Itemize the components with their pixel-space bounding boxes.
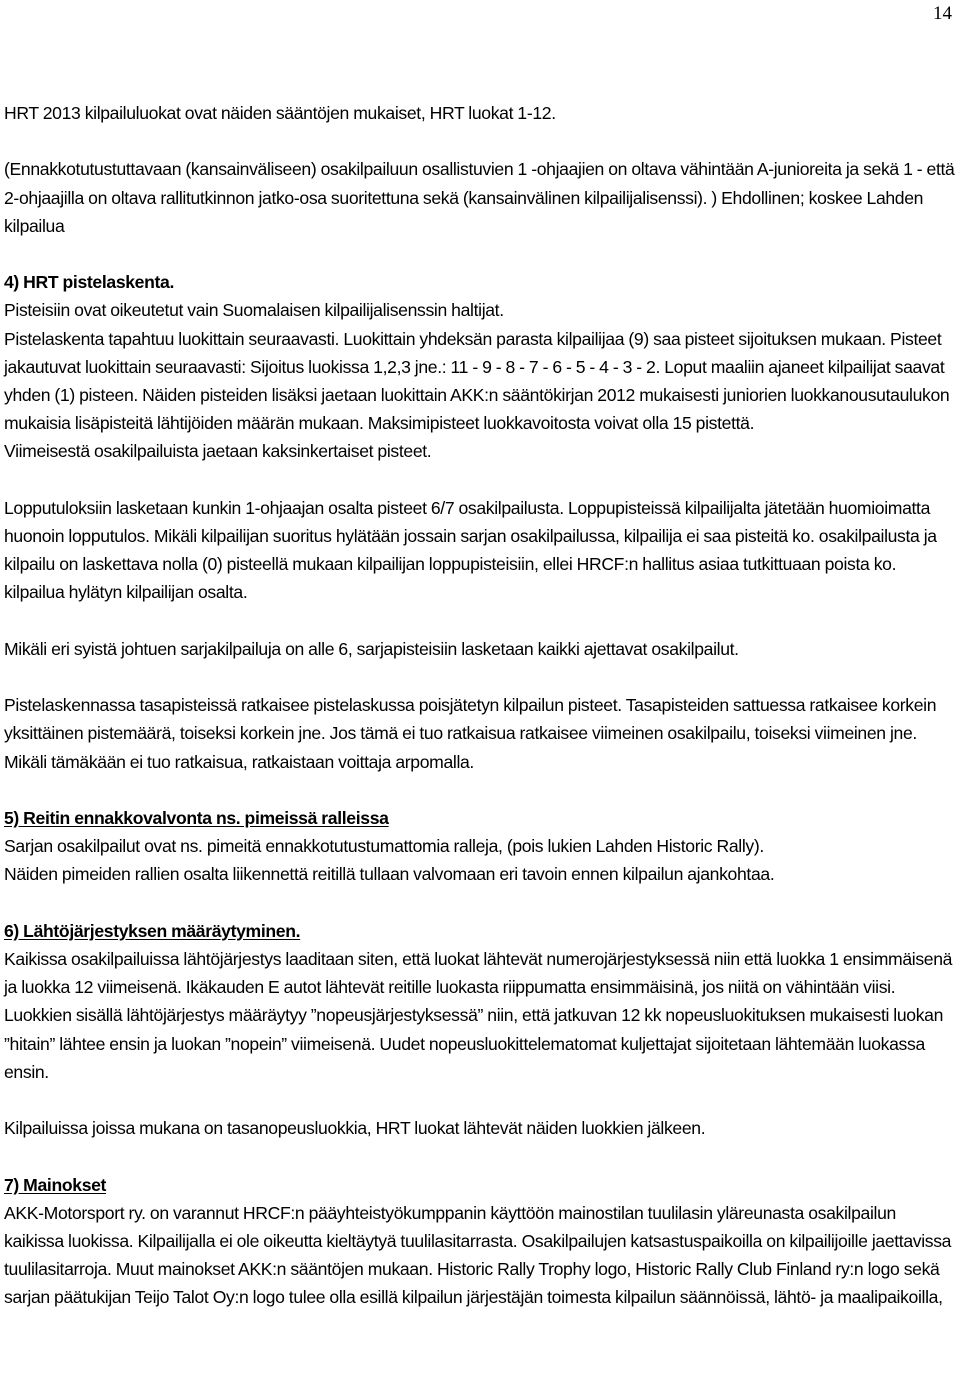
spacer (4, 127, 958, 155)
section-7-heading: 7) Mainokset (4, 1174, 107, 1195)
section-4-line: Pisteisiin ovat oikeutetut vain Suomalaisen kilpailijalisenssin haltijat. (4, 300, 504, 321)
section-4-heading: 4) HRT pistelaskenta. (4, 272, 174, 293)
spacer (4, 1142, 958, 1170)
section-6-body: Kaikissa osakilpailuissa lähtöjärjestys laaditaan siten, että luokat lähtevät numerojärjestyksessä niin että luokka 1 ensimmäisenä ja luokka 12 viimeisenä. Ikäkauden E autot lähtevät reitille luokasta riippumatta ensimmäisinä, jos niitä on vähintään viisi. Luokkien sisällä lähtöjärjestys määräytyy ”nopeusjärjestyksessä” niin, että jatkuvan 12 kk nopeusluokituksen mukaisesti luokan ”hitain” lähtee ensin ja luokan ”nopein” viimeisenä. Uudet nopeusluokittelematomat kuljettajat sijoitetaan lähtemään luokassa ensin. (4, 948, 953, 1082)
section-6-paragraph: Kilpailuissa joissa mukana on tasanopeusluokkia, HRT luokat lähtevät näiden luokkien jälkeen. (4, 1118, 706, 1139)
spacer (4, 1086, 958, 1114)
spacer (4, 240, 958, 268)
spacer (4, 607, 958, 635)
section-4-paragraph: Mikäli eri syistä johtuen sarjakilpailuja on alle 6, sarjapisteisiin lasketaan kaikki ajettavat osakilpailut. (4, 638, 739, 659)
section-6-heading: 6) Lähtöjärjestyksen määräytyminen. (4, 920, 301, 941)
section-4-line: Pistelaskenta tapahtuu luokittain seuraavasti. Luokittain yhdeksän parasta kilpailijaa (9) saa pisteet sijoituksen mukaan. Pisteet jakautuvat luokittain seuraavasti: Sijoitus luokissa 1,2,3 jne.: 11 - 9 - 8 - 7 - 6 - 5 - 4 - 3 - 2. Loput maaliin ajaneet kilpailijat saavat yhden (1) pisteen. Näiden pisteiden lisäksi jaetaan luokittain AKK:n sääntökirjan 2012 mukaisesti juniorien luokkanousutaulukon mukaisia lisäpisteitä lähtijöiden määrän mukaan. Maksimipisteet luokkavoitosta voivat olla 15 pistettä. (4, 328, 950, 434)
page-number: 14 (933, 3, 952, 24)
spacer (4, 889, 958, 917)
spacer (4, 466, 958, 494)
spacer (4, 776, 958, 804)
intro-paragraph: (Ennakkotutustuttavaan (kansainväliseen) osakilpailuun osallistuvien 1 -ohjaajien on oltava vähintään A-junioreita ja sekä 1 - että 2-ohjaajilla on oltava rallitutkinnon jatko-osa suoritettuna sekä (kansainvälinen kilpailijalisenssi). ) Ehdollinen; koskee Lahden kilpailua (4, 159, 955, 236)
section-4-paragraph: Pistelaskennassa tasapisteissä ratkaisee pistelaskussa poisjätetyn kilpailun pisteet. Tasapisteiden sattuessa ratkaisee korkein yksittäinen pistemäärä, toiseksi korkein jne. Jos tämä ei tuo ratkaisua ratkaisee viimeinen osakilpailu, toiseksi viimeinen jne. Mikäli tämäkään ei tuo ratkaisua, ratkaistaan voittaja arpomalla. (4, 695, 937, 772)
spacer (4, 663, 958, 691)
section-4-paragraph: Lopputuloksiin lasketaan kunkin 1-ohjaajan osalta pisteet 6/7 osakilpailusta. Loppupisteissä kilpailijalta jätetään huomioimatta huonoin lopputulos. Mikäli kilpailijan suoritus hylätään jossain sarjan osakilpailussa, kilpailija ei saa pisteitä ko. osakilpailusta ja kilpailu on laskettava nolla (0) pisteellä mukaan kilpailijan loppupisteisiin, ellei HRCF:n hallitus asiaa tutkittuaan poista ko. kilpailua hylätyn kilpailijan osalta. (4, 497, 937, 603)
section-5-line: Sarjan osakilpailut ovat ns. pimeitä ennakkotutustumattomia ralleja, (pois lukien Lahden Historic Rally). (4, 836, 764, 857)
section-7-body: AKK-Motorsport ry. on varannut HRCF:n pääyhteistyökumppanin käyttöön mainostilan tuulilasin yläreunasta osakilpailun kaikissa luokissa. Kilpailijalla ei ole oikeutta kieltäytyä tuulilasitarrasta. Osakilpailujen katsastuspaikoilla on kilpailijoille jaettavissa tuulilasitarroja. Muut mainokset AKK:n sääntöjen mukaan. Historic Rally Trophy logo, Historic Rally Club Finland ry:n logo sekä sarjan päätukijan Teijo Talot Oy:n logo tulee olla esillä kilpailun järjestäjän toimesta kilpailun säännöissä, lähtö- ja maalipaikoilla, (4, 1202, 952, 1308)
section-5-line: Näiden pimeiden rallien osalta liikennettä reitillä tullaan valvomaan eri tavoin ennen kilpailun ajankohtaa. (4, 864, 775, 885)
document-body (4, 99, 958, 1312)
intro-line: HRT 2013 kilpailuluokat ovat näiden sääntöjen mukaiset, HRT luokat 1-12. (4, 103, 556, 123)
section-5-heading: 5) Reitin ennakkovalvonta ns. pimeissä ralleissa (4, 807, 389, 828)
section-4-line: Viimeisestä osakilpailuista jaetaan kaksinkertaiset pisteet. (4, 441, 432, 462)
